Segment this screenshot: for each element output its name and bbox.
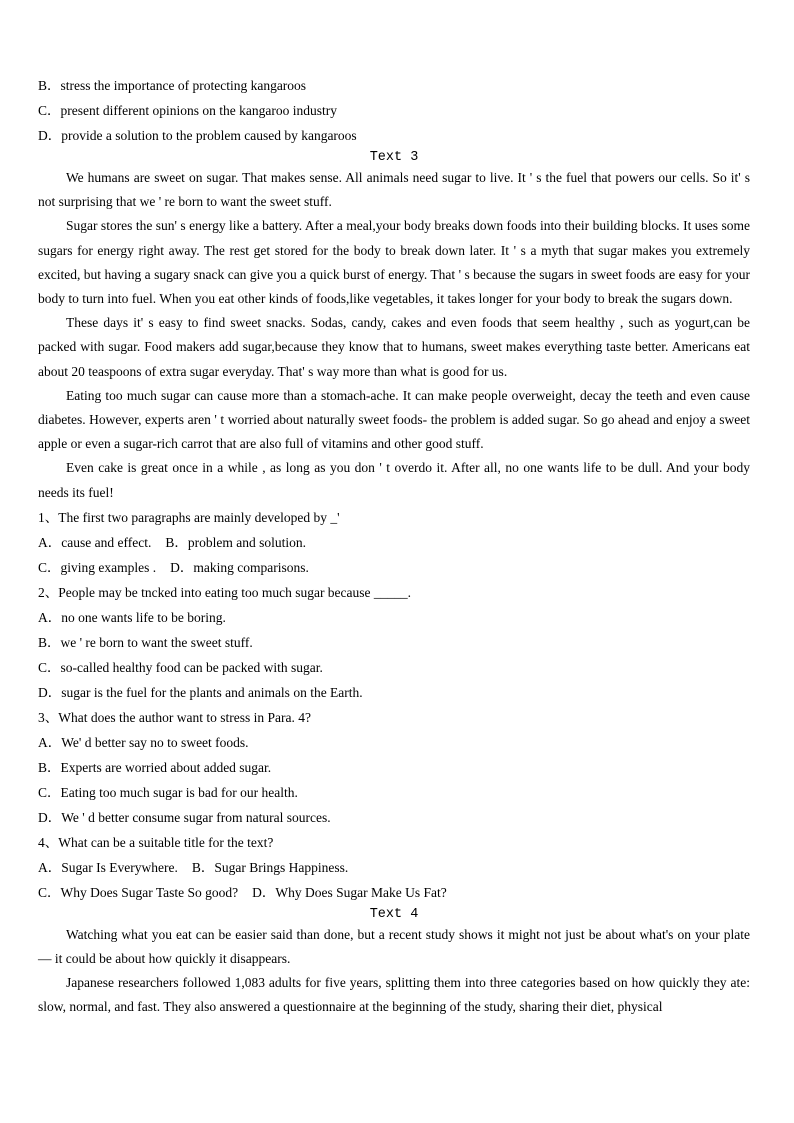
document-page [38, 73, 750, 1020]
option-1d: D．making comparisons. [170, 559, 309, 575]
option-1a: A．cause and effect. [38, 534, 152, 550]
text3-paragraph-2: Sugar stores the sun' s energy like a battery. After a meal,your body breaks down foods into their building blocks. It uses some sugars for energy right away. The rest get stored for the body to break down later. It ' s a myth that sugar makes you extremely excited, but having a sugary snack can give you a quick burst of energy. That ' s because the sugars in sweet foods are easy for your body to turn into fuel. When you eat other kinds of foods,like vegetables, it takes longer for your body to break the sugars down. [38, 218, 750, 307]
prev-option-c: C．present different opinions on the kangaroo industry [38, 103, 337, 118]
text4-heading: Text 4 [369, 906, 419, 922]
question-1-row-1 [38, 530, 750, 555]
option-3b: B．Experts are worried about added sugar. [38, 759, 272, 775]
prev-option-b: B．stress the importance of protecting kangaroos [38, 78, 307, 93]
question-4-row-1 [38, 855, 750, 880]
question-3-stem: 3、What does the author want to stress in Para. 4? [38, 709, 311, 725]
question-1-row-2 [38, 555, 750, 580]
option-2d: D．sugar is the fuel for the plants and animals on the Earth. [38, 684, 363, 700]
option-3a: A．We' d better say no to sweet foods. [38, 734, 249, 750]
question-4-stem: 4、What can be a suitable title for the text? [38, 834, 274, 850]
option-4b: B．Sugar Brings Happiness. [191, 859, 349, 875]
text4-paragraph-1: Watching what you eat can be easier said than done, but a recent study shows it might not just be about what's on your plate — it could be about how quickly it disappears. [38, 926, 750, 967]
text3-paragraph-4: Eating too much sugar can cause more than a stomach-ache. It can make people overweight, decay the teeth and even cause diabetes. However, experts aren ' t worried about naturally sweet foods- the problem is added sugar. So go ahead and enjoy a sweet apple or even a sugar-rich carrot that are also full of vitamins and other good stuff. [38, 387, 750, 452]
question-4-row-2 [38, 880, 750, 905]
option-4c: C．Why Does Sugar Taste So good? [38, 884, 239, 900]
option-1c: C．giving examples . [38, 559, 157, 575]
text4-paragraph-2: Japanese researchers followed 1,083 adults for five years, splitting them into three categories based on how quickly they ate: slow, normal, and fast. They also answered a questionnaire at the beginning of the study, sharing their diet, physical [38, 975, 750, 1015]
text3-paragraph-3: These days it' s easy to find sweet snacks. Sodas, candy, cakes and even foods that seem healthy , such as yogurt,can be packed with sugar. Food makers add sugar,because they know that to humans, sweet makes everything taste better. Americans eat about 20 teaspoons of extra sugar everyday. That' s way more than what is good for us. [38, 315, 750, 379]
option-4a: A．Sugar Is Everywhere. [38, 859, 178, 875]
option-3d: D．We ' d better consume sugar from natural sources. [38, 809, 331, 825]
option-4d: D．Why Does Sugar Make Us Fat? [252, 884, 447, 900]
option-3c: C．Eating too much sugar is bad for our health. [38, 784, 298, 800]
prev-option-d: D．provide a solution to the problem caused by kangaroos [38, 128, 357, 143]
option-2a: A．no one wants life to be boring. [38, 609, 226, 625]
text3-heading: Text 3 [369, 150, 419, 165]
question-2-stem: 2、People may be tncked into eating too much sugar because _____. [38, 584, 412, 600]
option-1b: B．problem and solution. [165, 534, 306, 550]
text3-paragraph-5: Even cake is great once in a while , as long as you don ' t overdo it. After all, no one wants life to be dull. And your body needs its fuel! [38, 460, 750, 500]
text3-paragraph-1: We humans are sweet on sugar. That makes sense. All animals need sugar to live. It ' s the fuel that powers our cells. So it' s not surprising that we ' re born to want the sweet stuff. [38, 170, 750, 210]
question-1-stem: 1、The first two paragraphs are mainly developed by _' [38, 509, 340, 525]
option-2c: C．so-called healthy food can be packed with sugar. [38, 659, 323, 675]
option-2b: B．we ' re born to want the sweet stuff. [38, 634, 253, 650]
